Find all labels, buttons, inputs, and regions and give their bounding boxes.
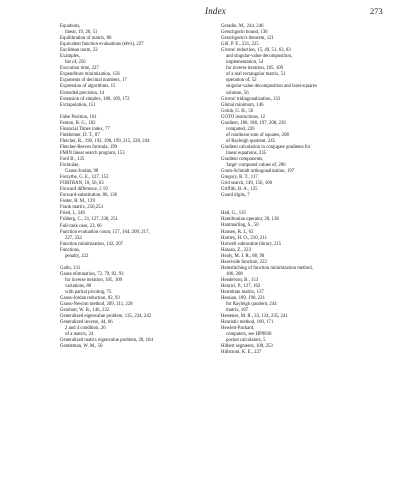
index-entry: Generalized inverse, 44, 66 [60, 320, 113, 326]
index-entry: Generalized matrix eigenvalue problem, 28, 104 [60, 338, 153, 344]
index-entry: Gradient components, [221, 157, 264, 163]
page-header [0, 6, 411, 20]
index-entry: Function evaluation count, 157, 164, 209, 217, [60, 229, 150, 235]
index-column-left [60, 24, 210, 350]
index-entry: Heuristic method, 168, 171 [221, 320, 274, 326]
index-entry: FMIN linear search program, 153 [60, 150, 125, 156]
index-entry: Gradient calculation in conjugate gradients for [221, 144, 311, 150]
index-subentry: solution, 56 [226, 90, 249, 96]
index-entry: Healy, M. J. R., 88, 90 [221, 253, 265, 259]
index-subentry: singular-value decomposition and least-squares [226, 84, 317, 90]
index-subentry: penalty, 222 [65, 253, 89, 259]
index-entry: Hansen, R. I., 63 [221, 229, 254, 235]
index-subentry: of nonlinear sum of squares, 208 [226, 132, 289, 138]
index-entry: Hartley, H. O., 210, 211 [221, 235, 268, 241]
index-subentry: variations, 80 [65, 283, 92, 289]
index-entry: Gauss-Newton method, 209, 211, 228 [60, 302, 133, 308]
index-entry: Gregory, R. T., 117 [221, 175, 258, 181]
index-subentry: list of, 256 [65, 60, 86, 66]
index-entry: Gill, P. E., 221, 225 [221, 42, 259, 48]
index-subentry: for Rayleigh quotient, 244 [226, 302, 277, 308]
index-entry: FORTRAN, 10, 56, 63 [60, 181, 104, 187]
running-title: Index [205, 6, 226, 16]
index-entry: Fletcher, R., 190, 192, 198, 199, 215, 228, 244 [60, 138, 150, 144]
index-subentry: 'large' computed values of, 206 [226, 163, 286, 169]
index-entry: Finkbeiner, D. T., 87 [60, 132, 100, 138]
index-subentry: of a matrix, 24 [65, 332, 94, 338]
index-entry: Expenditure minimization, 156 [60, 72, 120, 78]
index-subentry: of Rayleigh quotient, 245 [226, 138, 276, 144]
index-subentry: 186, 208 [226, 271, 243, 277]
index-entry: Fenton, R. G., 182 [60, 120, 96, 126]
index-subentry: for inverse iteration, 105, 109 [65, 277, 123, 283]
index-subentry: with partial pivoting, 75 [65, 289, 112, 295]
index-entry: Fried, I., 246 [60, 211, 85, 217]
index-entry: Gauss-Jordan reduction, 82, 93 [60, 296, 120, 302]
index-entry: Expression of algorithms, 15 [60, 84, 116, 90]
index-entry: Forsythe, G. E., 127, 153 [60, 175, 109, 181]
index-entry: Forward-substitution, 86, 136 [60, 193, 118, 199]
index-subentry: implementation, 54 [226, 60, 264, 66]
index-subentry: Gauss-Jordan, 98 [65, 169, 99, 175]
index-entry: Heaviside function, 222 [221, 259, 267, 265]
index-entry: Henderson, B., 153 [221, 277, 259, 283]
index-entry: Hemstitching of function minimization method, [221, 265, 313, 271]
index-entry: Equations, [60, 24, 81, 29]
index-entry: False Position, 161 [60, 114, 97, 120]
index-entry: Gerschgorin bound, 136 [221, 30, 268, 36]
index-entry: Hall, G., 135 [221, 211, 246, 217]
index-entry: Extension of simplex, 168, 169, 172 [60, 96, 130, 102]
index-entry: Gerschgorin's theorem, 121 [221, 36, 274, 42]
index-entry: Hermitian matrix, 137 [221, 289, 264, 295]
index-entry: Extrapolation, 151 [60, 102, 96, 108]
index-entry: Forward difference, 2 19 [60, 187, 108, 193]
index-entry: Gauss elimination, 72, 79, 82, 93 [60, 271, 124, 277]
index-entry: Examples, [60, 54, 81, 60]
index-entry: Financial Times index, 77 [60, 126, 110, 132]
index-subentry: 2 and 4 condition, 26 [65, 326, 106, 332]
index-entry: Equilibration of matrix, 80 [60, 36, 112, 42]
index-entry: Griffith, B. A., 125 [221, 187, 258, 193]
index-entry: Hilbert segments, 108, 253 [221, 344, 273, 350]
index-entry: Global minimum, 146 [221, 102, 264, 108]
index-column-right [221, 24, 379, 356]
index-entry: Equivalent function evaluations (efe's), 227 [60, 42, 144, 48]
index-entry: Hillstrom, K. E., 227 [221, 350, 262, 356]
index-entry: Gallo, 131 [60, 265, 81, 271]
index-subentry: computed, 226 [226, 126, 255, 132]
index-entry: Guard digits, 7 [221, 193, 250, 199]
index-entry: Euclidean norm, 22 [60, 48, 98, 54]
index-entry: Hassan, Z., 223 [221, 247, 251, 253]
index-entry: Givens' reduction, 15, 49, 51, 63, 83 [221, 48, 291, 54]
index-entry: Henrici, P., 127, 162 [221, 283, 261, 289]
index-entry: Frank matrix, 250,253 [60, 205, 103, 211]
index-subentry: pocket calculators, 5 [226, 338, 266, 344]
index-entry: Hestenes, M. R., 33, 134, 235, 241 [221, 314, 288, 320]
index-entry: Gram-Schmidt orthogonalization, 197 [221, 169, 295, 175]
index-subentry: linear, 19, 20, 51 [65, 30, 98, 36]
index-subentry: linear equations, 235 [226, 150, 267, 156]
index-entry: Gradient, 186, 188, 197, 208, 226 [221, 120, 286, 126]
index-entry: Exponents of decimal numbers, 17 [60, 78, 127, 84]
index-entry: Hessian, 189, 190, 231 [221, 296, 265, 302]
page-number: 273 [370, 6, 383, 16]
index-entry: Function minimization, 142, 207 [60, 241, 124, 247]
index-entry: Harwell subroutine library, 215 [221, 241, 282, 247]
index-entry: Gentleman, W. M., 50 [60, 344, 103, 350]
index-subentry: for inverse iteration, 105, 109 [226, 66, 284, 72]
index-entry: Formulae, [60, 163, 80, 169]
index-entry: Hamiltonian operator, 28, 138 [221, 217, 279, 223]
index-entry: Golub, G. H., 56 [221, 108, 254, 114]
index-entry: Geradin, M., 244, 246 [221, 24, 264, 29]
index-entry: Generalized eigenvalue problem, 135, 234, 242 [60, 314, 152, 320]
index-entry: Hammarling, S., 50 [221, 223, 259, 229]
index-subentry: computers, see HP9830 [226, 332, 272, 338]
index-entry: GOTO instructions, 12 [221, 114, 266, 120]
index-entry: Gearhart, W. B., 146, 232 [60, 308, 110, 314]
index-entry: Fröberg, C., 21, 127, 238, 251 [60, 217, 118, 223]
index-subentry: 227, 232 [65, 235, 82, 241]
index-entry: Functions, [60, 247, 81, 253]
index-subentry: operation of, 52 [226, 78, 257, 84]
index-entry: Grid search, 149, 156, 160 [221, 181, 273, 187]
index-subentry: matrix, 187 [226, 308, 249, 314]
index-entry: Extended precision, 14 [60, 90, 105, 96]
index-entry: Ford B., 135 [60, 156, 85, 162]
index-entry: Foster, R. M., 139 [60, 199, 95, 205]
index-subentry: and singular-value decomposition, [226, 54, 293, 60]
index-entry: Fletcher-Reeves formula, 199 [60, 144, 118, 150]
index-entry: Givens' tridiagonalization, 133 [221, 96, 281, 102]
index-entry: Execution time, 227 [60, 66, 99, 72]
index-entry: Hewlett-Packard, [221, 326, 255, 332]
index-entry: Full-rank case, 23, 66 [60, 223, 102, 229]
index-subentry: of a real rectangular matrix, 51 [226, 72, 286, 78]
